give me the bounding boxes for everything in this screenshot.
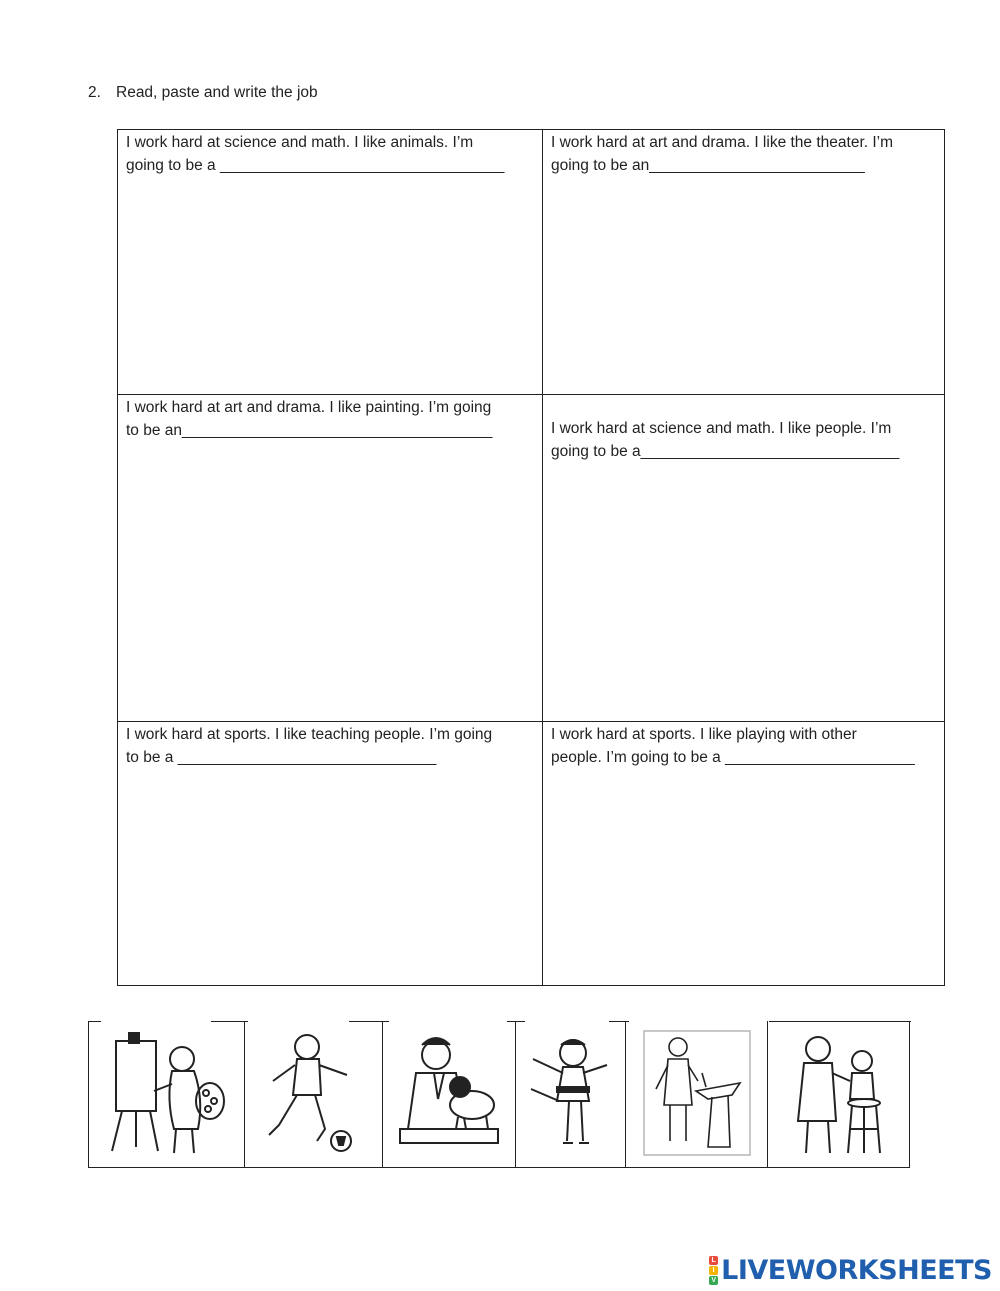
cell-text-line-1: I work hard at art and drama. I like the theater. I’m — [551, 134, 894, 151]
answer-blank[interactable]: people. I’m going to be a ______________________ — [551, 748, 915, 766]
picture-card-karate-kid[interactable] — [516, 1021, 626, 1167]
logo-mark-icon — [709, 1256, 718, 1285]
picture-card-doctor[interactable] — [768, 1021, 910, 1167]
answer-blank[interactable]: going to be a _________________________________ — [126, 156, 505, 174]
doctor-icon — [784, 1029, 894, 1159]
picture-card-artist[interactable] — [89, 1021, 245, 1167]
instruction — [88, 84, 318, 102]
logo-mark-letter: V — [709, 1276, 718, 1285]
karate-kid-icon — [523, 1029, 619, 1159]
actor-on-stage-icon — [642, 1029, 752, 1159]
cell-text-line-1: I work hard at sports. I like teaching people. I’m going — [126, 726, 493, 743]
artist-painting-icon — [102, 1029, 232, 1159]
logo-mark-letter: L — [709, 1256, 718, 1265]
drop-cell-3[interactable] — [118, 395, 542, 721]
drop-cell-6[interactable] — [543, 722, 946, 985]
instruction-text: Read, paste and write the job — [116, 84, 318, 101]
drop-cell-1[interactable] — [118, 130, 542, 394]
picture-card-actor[interactable] — [626, 1021, 768, 1167]
answer-blank[interactable]: going to be an_________________________ — [551, 156, 865, 174]
veterinarian-icon — [394, 1029, 504, 1159]
drop-cell-4[interactable] — [543, 416, 946, 721]
liveworksheets-logo — [709, 1254, 992, 1286]
cell-text-line-1: I work hard at art and drama. I like painting. I’m going — [126, 399, 492, 416]
soccer-player-icon — [259, 1029, 369, 1159]
picture-card-soccer-player[interactable] — [245, 1021, 383, 1167]
cell-text-line-1: I work hard at science and math. I like animals. I’m — [126, 134, 474, 151]
picture-card-veterinarian[interactable] — [383, 1021, 516, 1167]
drop-cell-2[interactable] — [543, 130, 946, 394]
drop-cell-5[interactable] — [118, 722, 542, 985]
picture-strip — [88, 1021, 910, 1168]
logo-mark-letter: I — [709, 1266, 718, 1275]
answer-blank[interactable]: going to be a______________________________ — [551, 442, 900, 460]
answer-grid — [117, 129, 945, 986]
answer-blank[interactable]: to be an____________________________________ — [126, 421, 493, 439]
logo-text: LIVEWORKSHEETS — [721, 1254, 992, 1286]
instruction-number: 2. — [88, 84, 101, 101]
answer-blank[interactable]: to be a ______________________________ — [126, 748, 437, 766]
cell-text-line-1: I work hard at sports. I like playing with other — [551, 726, 857, 743]
cell-text-line-1: I work hard at science and math. I like people. I’m — [551, 420, 892, 437]
